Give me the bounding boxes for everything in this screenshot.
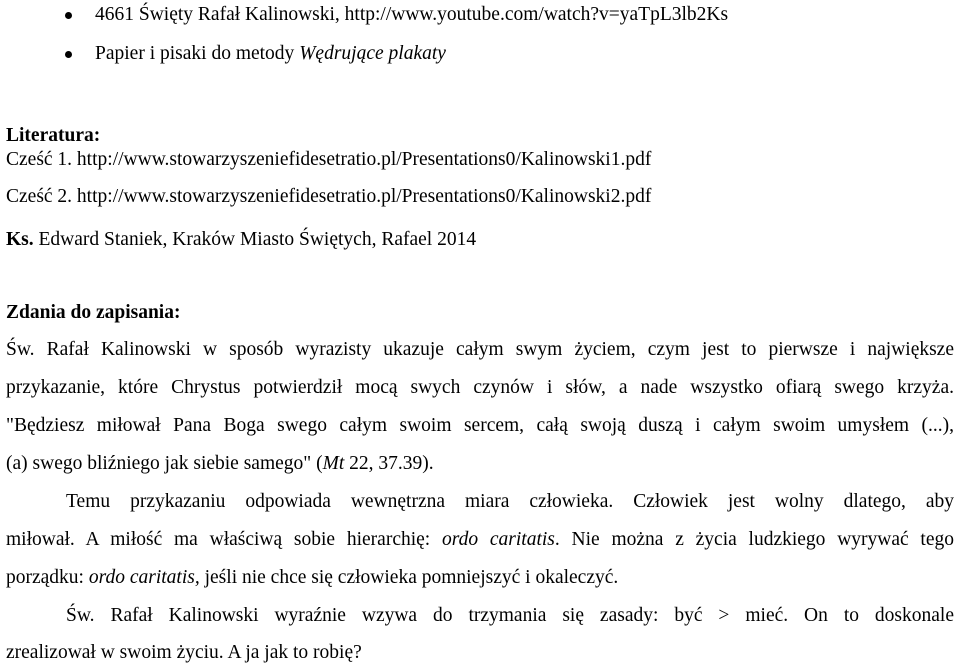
paragraph-text: porządku: — [6, 567, 89, 588]
paragraph-text-part: . Nie można z życia ludzkiego wyrywać tego — [554, 529, 955, 550]
literatura-item: Cześć 1. http://www.stowarzyszeniefidesetratio.pl/Presentations0/Kalinowski1.pdf — [6, 149, 652, 170]
bullet-item — [95, 42, 446, 66]
paragraph-line — [66, 490, 954, 514]
bullet-text-italic: Wędrujące plakaty — [299, 43, 446, 64]
literatura-heading: Literatura: — [6, 125, 101, 146]
ks-label: Ks. — [6, 229, 34, 250]
paragraph-line — [6, 566, 618, 590]
bullet-text: Papier i pisaki do metody — [95, 43, 300, 64]
paragraph-text: "Będziesz miłował Pana Boga swego całym swoim sercem, całą swoją duszą i całym swoim umysłem (...), — [6, 415, 954, 436]
paragraph-text-italic: Mt — [322, 453, 345, 474]
paragraph-line — [6, 528, 954, 552]
paragraph-line — [6, 338, 954, 362]
paragraph-text-italic: ordo caritatis, — [88, 567, 200, 588]
paragraph-line — [6, 452, 434, 476]
paragraph-text-italic: ordo caritatis — [442, 529, 555, 550]
literatura-item — [6, 228, 476, 252]
paragraph-text-part: miłował. A miłość ma właściwą sobie hierarchię: — [6, 529, 442, 550]
paragraph-text: jeśli nie chce się człowieka pomniejszyć i okaleczyć. — [199, 567, 619, 588]
paragraph-line: zrealizował w swoim życiu. A ja jak to robię? — [6, 642, 362, 663]
paragraph-line — [6, 414, 954, 438]
bullet-text: 4661 Święty Rafał Kalinowski, http://www.youtube.com/watch?v=yaTpL3lb2Ks — [95, 4, 729, 25]
bullet-dot — [65, 51, 72, 58]
paragraph-text: przykazanie, które Chrystus potwierdził mocą swych czynów i słów, a nade wszystko ofiarą swego krzyża. — [6, 377, 954, 398]
bullet-dot — [65, 12, 72, 19]
paragraph-line — [66, 604, 954, 628]
paragraph-text: Św. Rafał Kalinowski wyraźnie wzywa do trzymania się zasady: być > mieć. On to doskonale — [66, 605, 954, 626]
paragraph-text: Św. Rafał Kalinowski w sposób wyrazisty ukazuje całym swym życiem, czym jest to pierwsze i największe — [6, 339, 954, 360]
paragraph-line — [6, 376, 954, 400]
paragraph-text — [6, 528, 954, 552]
literatura-item: Cześć 2. http://www.stowarzyszeniefidesetratio.pl/Presentations0/Kalinowski2.pdf — [6, 186, 652, 207]
paragraph-text: (a) swego bliźniego jak siebie samego" ( — [6, 453, 323, 474]
paragraph-text: Temu przykazaniu odpowiada wewnętrzna miara człowieka. Człowiek jest wolny dlatego, aby — [66, 491, 954, 512]
ks-rest: Edward Staniek, Kraków Miasto Świętych, Rafael 2014 — [33, 229, 477, 250]
bullet-item — [95, 3, 728, 27]
paragraph-text: 22, 37.39). — [344, 453, 434, 474]
zdania-heading: Zdania do zapisania: — [6, 302, 181, 323]
